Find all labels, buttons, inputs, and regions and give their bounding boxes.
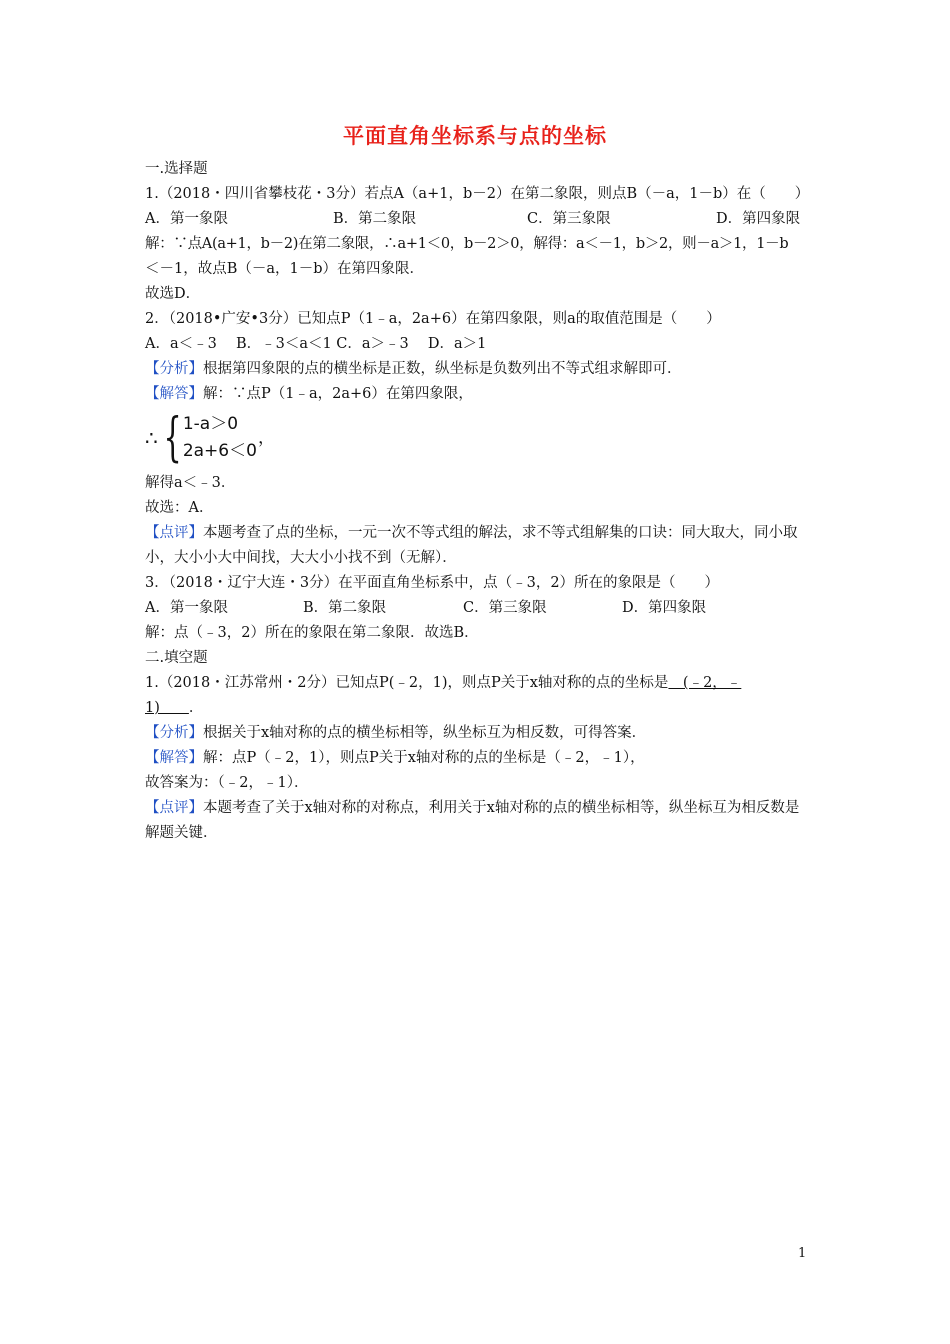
analysis-text: 根据第四象限的点的横坐标是正数，纵坐标是负数列出不等式组求解即可． xyxy=(203,361,682,377)
system-equations xyxy=(183,411,257,465)
answer-blank: (﹣2，﹣ xyxy=(668,675,742,691)
question-stem: 3．（2018・辽宁大连・3分）在平面直角坐标系中，点（﹣3，2）所在的象限是（ ） xyxy=(145,575,720,591)
system-comma: ， xyxy=(257,427,275,448)
choice-text: 故选：A． xyxy=(145,500,214,516)
analysis-tag: 【分析】 xyxy=(145,725,203,741)
answer-tag: 【解答】 xyxy=(145,386,203,402)
answer-text: 解：∵点P（1﹣a，2a+6）在第四象限， xyxy=(203,386,473,402)
question-stem: 2．（2018•广安•3分）已知点P（1﹣a，2a+6）在第四象限，则a的取值范围是（ ） xyxy=(145,311,721,327)
inequality-system xyxy=(145,409,810,467)
left-brace-icon: { xyxy=(163,408,182,468)
answer-row xyxy=(145,746,810,771)
option-d: D．第四象限 xyxy=(716,211,801,227)
section-heading-fill: 二.填空题 xyxy=(145,650,208,666)
question-stem-cont xyxy=(145,696,810,721)
option-c: C．第三象限 xyxy=(527,211,611,227)
answer-blank-cont: 1) xyxy=(145,700,189,716)
section-heading-choice: 一.选择题 xyxy=(145,161,208,177)
comment-text: 本题考查了点的坐标，一元一次不等式组的解法，求不等式组解集的口诀：同大取大，同小取小，大小小大中间找，大大小小找不到（无解）． xyxy=(145,525,798,566)
analysis-row xyxy=(145,721,810,746)
option-d: D．第四象限 xyxy=(622,600,707,616)
solution-text: 解：∵点A(a+1，b－2)在第二象限，∴a+1＜0，b－2＞0，解得：a＜－1，b＞2，则－a＞1，1－b xyxy=(145,236,789,252)
option-b: B．第二象限 xyxy=(333,211,417,227)
question-stem-text: 1.（2018・江苏常州・2分）已知点P(﹣2，1)，则点P关于x轴对称的点的坐标是 xyxy=(145,675,669,691)
therefore-symbol: ∴ xyxy=(145,425,158,450)
inequality-1: 1-a＞0 xyxy=(182,414,239,434)
document-body xyxy=(145,157,810,846)
analysis-row xyxy=(145,357,810,382)
question-stem xyxy=(145,671,810,696)
comment-tag: 【点评】 xyxy=(145,525,203,541)
comment-row xyxy=(145,521,810,571)
comment-text: 本题考查了关于x轴对称的对称点，利用关于x轴对称的点的横坐标相等，纵坐标互为相反数是解题关键． xyxy=(145,800,800,841)
option-a: A．第一象限 xyxy=(145,600,228,616)
answer-row xyxy=(145,382,810,407)
question-options xyxy=(145,596,810,621)
solution-text: ＜－1，故点B（－a，1－b）在第四象限． xyxy=(145,261,425,277)
option-c: C．第三象限 xyxy=(463,600,547,616)
question-stem-end: ． xyxy=(188,700,204,716)
analysis-tag: 【分析】 xyxy=(145,361,203,377)
answer-text: 解：点P（﹣2，1），则点P关于x轴对称的点的坐标是（﹣2，﹣1）， xyxy=(203,750,645,766)
analysis-text: 根据关于x轴对称的点的横坐标相等，纵坐标互为相反数，可得答案． xyxy=(203,725,647,741)
answer-result: 故答案为：（﹣2，﹣1）． xyxy=(145,775,309,791)
answer-tag: 【解答】 xyxy=(145,750,203,766)
option-b: B．第二象限 xyxy=(303,600,387,616)
question-options xyxy=(145,207,810,232)
inequality-2: 2a+6＜0 xyxy=(182,441,257,461)
question-stem: 1.（2018・四川省攀枝花・3分）若点A（a+1，b－2）在第二象限，则点B（－a，1－b）在（ ） xyxy=(145,186,810,202)
solution-text: 解：点（﹣3，2）所在的象限在第二象限．故选B． xyxy=(145,625,479,641)
comment-row xyxy=(145,796,810,846)
question-options: A．a＜﹣3 B．﹣3＜a＜1 C．a＞﹣3 D．a＞1 xyxy=(145,336,487,352)
comment-tag: 【点评】 xyxy=(145,800,203,816)
answer-text: 故选D． xyxy=(145,286,201,302)
page-title: 平面直角坐标系与点的坐标 xyxy=(343,124,607,148)
result-text: 解得a＜﹣3． xyxy=(145,475,236,491)
option-a: A．第一象限 xyxy=(145,211,228,227)
page-number: 1 xyxy=(798,1246,807,1261)
